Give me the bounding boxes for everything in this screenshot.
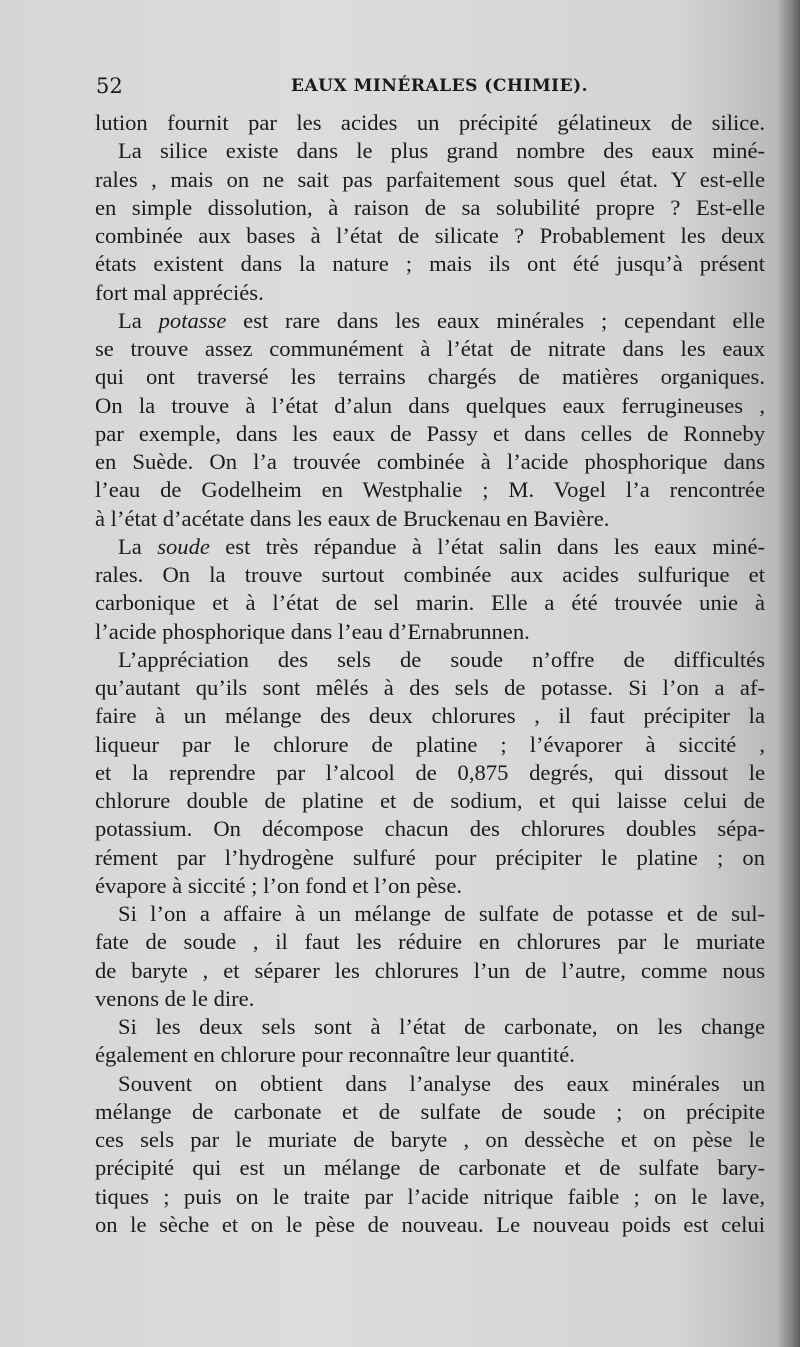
text-line: précipité qui est un mélange de carbonate et de sulfate bary- bbox=[95, 1155, 765, 1181]
text-line: qui ont traversé les terrains chargés de matières organiques. bbox=[95, 364, 765, 390]
text-line: lution fournit par les acides un précipité gélatineux de silice. bbox=[95, 110, 765, 135]
text-line: l’eau de Godelheim en Westphalie ; M. Vogel l’a rencontrée bbox=[95, 477, 765, 503]
text-line: et la reprendre par l’alcool de 0,875 degrés, qui dissout le bbox=[95, 759, 765, 785]
text-line: liqueur par le chlorure de platine ; l’évaporer à siccité , bbox=[95, 731, 765, 757]
text-line: rales. On la trouve surtout combinée aux acides sulfurique et bbox=[95, 562, 765, 587]
text-line: évapore à siccité ; l’on fond et l’on pèse. bbox=[95, 872, 463, 898]
text-line: fate de soude , il faut les réduire en chlorures par le muriate bbox=[95, 929, 765, 955]
text-line: carbonique et à l’état de sel marin. Elle a été trouvée unie à bbox=[95, 590, 765, 616]
text-line bbox=[95, 307, 765, 335]
text-segment: La bbox=[118, 533, 158, 559]
italic-term: potasse bbox=[158, 307, 227, 333]
text-line: en Suède. On l’a trouvée combinée à l’acide phosphorique dans bbox=[95, 449, 765, 474]
body-text bbox=[95, 109, 765, 1239]
text-line bbox=[95, 533, 765, 561]
text-line: L’appréciation des sels de soude n’offre de difficultés bbox=[118, 646, 765, 672]
text-line: se trouve assez communément à l’état de nitrate dans les eaux bbox=[95, 336, 765, 361]
text-line: également en chlorure pour reconnaître leur quantité. bbox=[95, 1042, 575, 1068]
page-edge-shadow bbox=[778, 0, 800, 1347]
text-line: potassium. On décompose chacun des chlorures doubles sépa- bbox=[95, 816, 765, 842]
text-line: l’acide phosphorique dans l’eau d’Ernabrunnen. bbox=[95, 618, 530, 644]
text-line: venons de le dire. bbox=[95, 985, 255, 1011]
text-line: La silice existe dans le plus grand nombre des eaux miné- bbox=[118, 138, 765, 164]
text-line: Souvent on obtient dans l’analyse des eaux minérales un bbox=[118, 1070, 765, 1096]
text-line: on le sèche et on le pèse de nouveau. Le nouveau poids est celui bbox=[95, 1211, 765, 1237]
text-line: états existent dans la nature ; mais ils ont été jusqu’à présent bbox=[95, 251, 765, 277]
running-title: EAUX MINÉRALES (CHIMIE). bbox=[291, 76, 589, 96]
text-segment: est très répandue à l’état salin dans les eaux miné- bbox=[209, 533, 765, 559]
text-line: faire à un mélange des deux chlorures , il faut précipiter la bbox=[95, 703, 765, 729]
text-line: Si l’on a affaire à un mélange de sulfate de potasse et de sul- bbox=[118, 901, 765, 926]
text-line: rément par l’hydrogène sulfuré pour précipiter le platine ; on bbox=[95, 844, 765, 870]
italic-term: soude bbox=[157, 533, 210, 559]
text-segment: La bbox=[118, 307, 159, 333]
text-line: de baryte , et séparer les chlorures l’un de l’autre, comme nous bbox=[95, 957, 765, 983]
text-line: chlorure double de platine et de sodium, et qui laisse celui de bbox=[95, 788, 765, 813]
text-line: à l’état d’acétate dans les eaux de Bruckenau en Bavière. bbox=[95, 505, 610, 531]
text-line: ces sels par le muriate de baryte , on dessèche et on pèse le bbox=[95, 1127, 765, 1152]
page-number: 52 bbox=[96, 74, 123, 98]
text-line: par exemple, dans les eaux de Passy et dans celles de Ronneby bbox=[95, 420, 765, 446]
page-header bbox=[96, 74, 764, 104]
text-line: qu’autant qu’ils sont mêlés à des sels de potasse. Si l’on a af- bbox=[95, 675, 765, 700]
text-line: mélange de carbonate et de sulfate de soude ; on précipite bbox=[95, 1098, 765, 1124]
text-line: en simple dissolution, à raison de sa solubilité propre ? Est-elle bbox=[95, 194, 765, 220]
text-line: tiques ; puis on le traite par l’acide nitrique faible ; on le lave, bbox=[95, 1183, 765, 1209]
text-line: rales , mais on ne sait pas parfaitement sous quel état. Y est-elle bbox=[95, 166, 765, 192]
text-segment: est rare dans les eaux minérales ; cependant elle bbox=[226, 307, 765, 333]
text-line: On la trouve à l’état d’alun dans quelques eaux ferrugineuses , bbox=[95, 392, 765, 418]
text-line: combinée aux bases à l’état de silicate ? Probablement les deux bbox=[95, 223, 765, 248]
text-line: fort mal appréciés. bbox=[95, 279, 264, 305]
text-line: Si les deux sels sont à l’état de carbonate, on les change bbox=[118, 1014, 765, 1039]
